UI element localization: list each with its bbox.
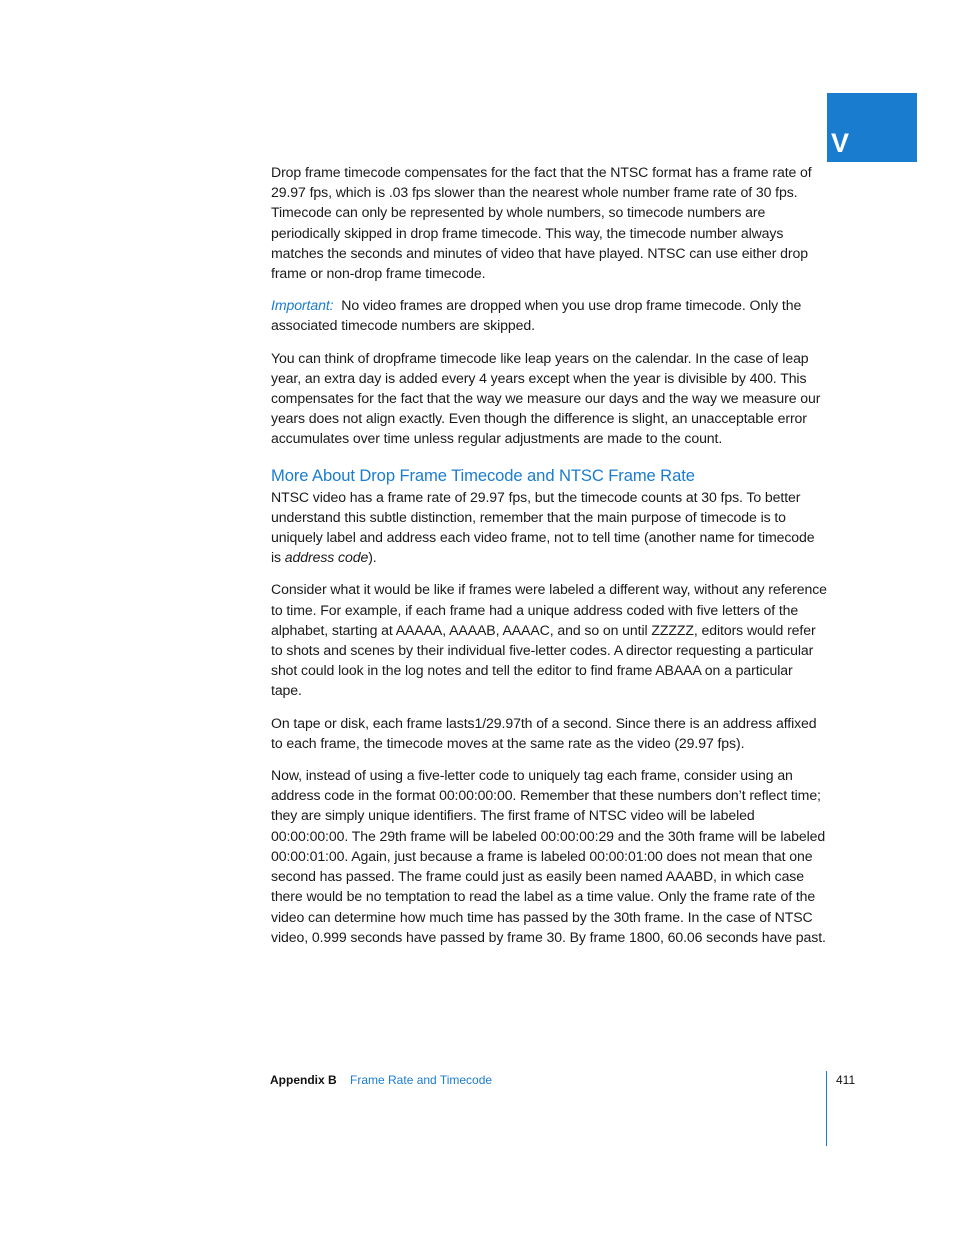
page-footer [270,1072,492,1088]
footer-divider [826,1071,827,1146]
important-text: No video frames are dropped when you use drop frame timecode. Only the associated timecode numbers are skipped. [271,297,802,334]
important-note [271,295,827,335]
paragraph-text: NTSC video has a frame rate of 29.97 fps, but the timecode counts at 30 fps. To better understand this subtle distinction, remember that the main purpose of timecode is to uniquely label and address each video frame, not to tell time (another name for timecode is [271,488,815,566]
paragraph-text: ). [368,549,377,566]
footer-appendix: Appendix B [270,1073,337,1087]
body-paragraph [271,487,827,568]
page-number: 411 [836,1073,856,1087]
italic-term: address code [284,549,369,566]
section-tab [827,93,917,162]
section-heading: More About Drop Frame Timecode and NTSC Frame Rate [271,465,695,485]
body-paragraph: On tape or disk, each frame lasts1/29.97th of a second. Since there is an address affixed to each frame, the timecode moves at the same rate as the video (29.97 fps). [271,714,817,751]
body-paragraph: Consider what it would be like if frames were labeled a different way, without any reference to time. For example, if each frame had a unique address coded with five letters of the alphabet, starting at AAAAA, AAAAB, AAAAC, and so on until ZZZZZ, editors would refer to shots and scenes by their individual five-letter codes. A director requesting a particular shot could look in the log notes and tell the editor to find frame ABAAA on a particular tape. [271,581,827,699]
footer-chapter-title: Frame Rate and Timecode [350,1073,493,1087]
body-paragraph: Now, instead of using a five-letter code to uniquely tag each frame, consider using an address code in the format 00:00:00:00. Remember that these numbers don’t reflect time; they are simply unique identifiers. The first frame of NTSC video will be labeled 00:00:00:00. The 29th frame will be labeled 00:00:00:29 and the 30th frame will be labeled 00:00:01:00. Again, just because a frame is labeled 00:00:01:00 does not mean that one second has passed. The frame could just as easily been named AAABD, in which case there would be no temptation to read the label as a time value. Only the frame rate of the video can determine how much time has passed by the 30th frame. In the case of NTSC video, 0.999 seconds have passed by frame 30. By frame 1800, 60.06 seconds have past. [271,767,826,945]
important-label: Important: [271,297,334,314]
section-tab-label: V [831,128,850,158]
page-content [271,162,827,959]
body-paragraph: You can think of dropframe timecode like leap years on the calendar. In the case of leap year, an extra day is added every 4 years except when the year is divisible by 400. This compensates for the fact that the way we measure our days and the way we measure our years does not align exactly. Even though the difference is slight, an unacceptable error accumulates over time unless regular adjustments are made to the count. [271,349,821,447]
body-paragraph: Drop frame timecode compensates for the fact that the NTSC format has a frame rate of 29.97 fps, which is .03 fps slower than the nearest whole number frame rate of 30 fps. Timecode can only be represented by whole numbers, so timecode numbers are periodically skipped in drop frame timecode. This way, the timecode number always matches the seconds and minutes of video that have played. NTSC can use either drop frame or non-drop frame timecode. [271,164,812,282]
